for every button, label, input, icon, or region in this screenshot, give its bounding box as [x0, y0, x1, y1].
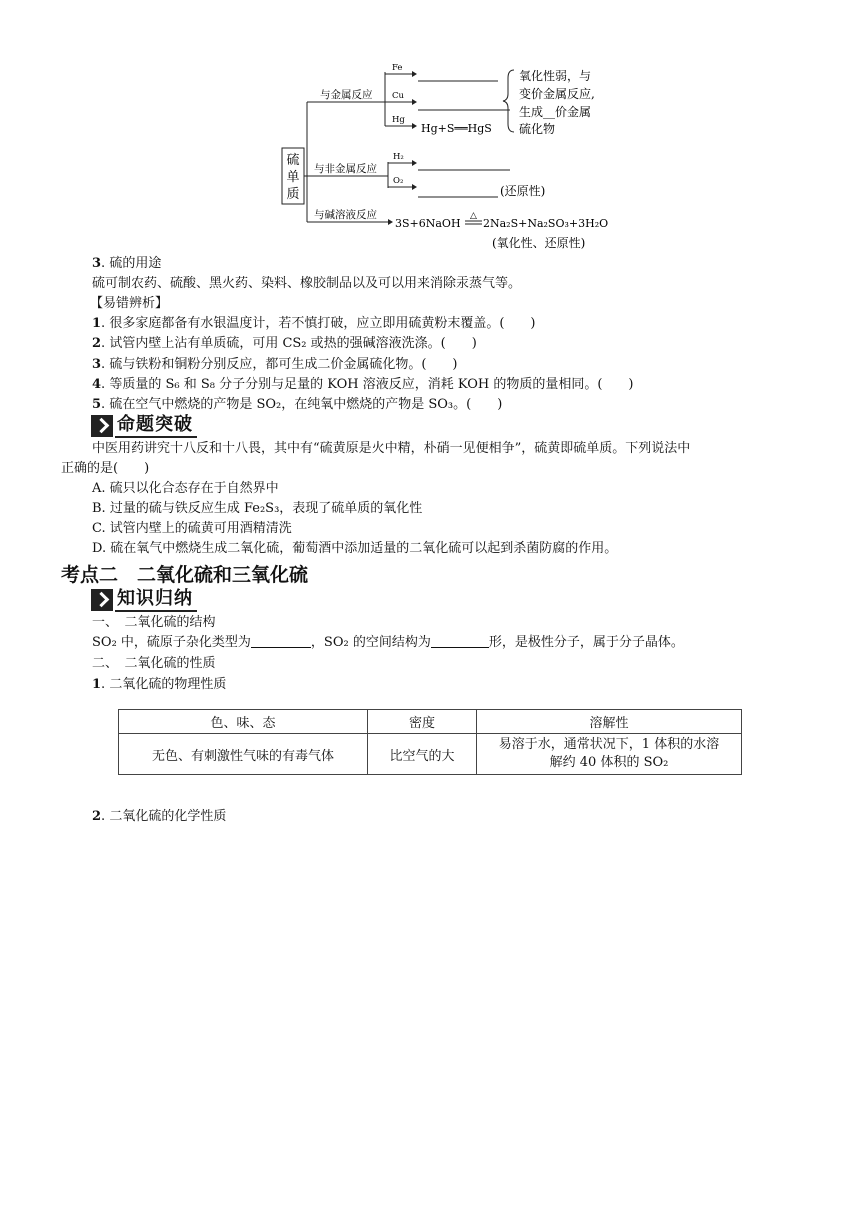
branch-nonmetal-label: 与非金属反应	[314, 163, 377, 175]
error-item: 4. 等质量的 S₆ 和 S₈ 分子分别与足量的 KOH 溶液反应，消耗 KOH 的物质的量相同。( )	[92, 377, 634, 392]
cu-label: Cu	[392, 91, 404, 101]
uses-text: 硫可制农药、硫酸、黑火药、染料、橡胶制品以及可以用来消除汞蒸气等。	[92, 276, 522, 291]
table-header: 密度	[368, 710, 477, 734]
base-note: (氧化性、还原性)	[492, 236, 586, 250]
error-item: 2. 试管内壁上沾有单质硫，可用 CS₂ 或热的强碱溶液洗涤。( )	[92, 336, 477, 351]
hg-label: Hg	[392, 115, 405, 125]
delta-sign: △	[470, 211, 477, 221]
option-c: C. 试管内壁上的硫黄可用酒精清洗	[92, 521, 292, 536]
properties-heading: 二、 二氧化硫的性质	[92, 656, 216, 671]
structure-heading: 一、 二氧化硫的结构	[92, 615, 216, 630]
option-a: A. 硫只以化合态存在于自然界中	[92, 481, 279, 496]
table-cell-solubility: 易溶于水，通常状况下，1 体积的水溶 解约 40 体积的 SO₂	[477, 734, 742, 775]
physical-properties-table	[118, 709, 742, 775]
uses-heading-text: 硫的用途	[109, 256, 162, 271]
uses-num: 3	[92, 256, 102, 271]
blank-hybridization	[251, 635, 311, 648]
hg-equation: Hg+S══HgS	[421, 122, 492, 135]
table-row	[119, 734, 742, 775]
banner-knowledge-label: 知识归纳	[115, 588, 197, 612]
error-item: 1. 很多家庭都备有水银温度计，若不慎打破，应立即用硫黄粉末覆盖。( )	[92, 316, 536, 331]
option-d: D. 硫在氧气中燃烧生成二氧化硫，葡萄酒中添加适量的二氧化硫可以起到杀菌防腐的作用。	[92, 541, 618, 556]
structure-text: SO₂ 中，硫原子杂化类型为 ，SO₂ 的空间结构为 形，是极性分子，属于分子晶体。	[92, 635, 684, 650]
blank-shape	[431, 635, 489, 648]
branch-base-label: 与碱溶液反应	[314, 209, 377, 221]
center-char-1: 硫	[286, 153, 300, 168]
uses-heading: 3. 硫的用途	[92, 256, 162, 271]
table-cell-color: 无色、有刺激性气味的有毒气体	[119, 734, 368, 775]
note-line-3: 生成__价金属	[519, 105, 592, 119]
banner-knowledge	[91, 588, 197, 612]
physical-heading: 1. 二氧化硫的物理性质	[92, 677, 227, 692]
section-title: 考点二 二氧化硫和三氧化硫	[61, 564, 309, 586]
note-line-1: 氧化性弱，与	[519, 69, 592, 83]
question-line-2: 正确的是( )	[61, 461, 150, 476]
h2-label: H₂	[393, 152, 404, 162]
fe-label: Fe	[392, 63, 403, 73]
error-item: 5. 硫在空气中燃烧的产物是 SO₂，在纯氧中燃烧的产物是 SO₃。( )	[92, 397, 503, 412]
chevron-right-icon	[91, 589, 113, 611]
banner-proposition	[91, 414, 197, 438]
base-eq-right: 2Na₂S+Na₂SO₃+3H₂O	[483, 217, 609, 230]
option-b: B. 过量的硫与铁反应生成 Fe₂S₃，表现了硫单质的氧化性	[92, 501, 423, 516]
center-char-2: 单	[286, 170, 300, 185]
table-header: 色、味、态	[119, 710, 368, 734]
note-line-4: 硫化物	[519, 122, 556, 136]
error-title: 【易错辨析】	[90, 296, 169, 311]
note-line-2: 变价金属反应,	[519, 87, 595, 101]
question-line-1: 中医用药讲究十八反和十八畏，其中有“硫黄原是火中精，朴硝一见便相争”，硫黄即硫单质。下列说法中	[92, 441, 691, 456]
o2-label: O₂	[393, 176, 404, 186]
branch-metal-label: 与金属反应	[320, 89, 373, 101]
chevron-right-icon	[91, 415, 113, 437]
sulfur-reaction-diagram	[270, 60, 630, 256]
chemical-heading: 2. 二氧化硫的化学性质	[92, 809, 227, 824]
center-char-3: 质	[286, 187, 300, 202]
table-header-row	[119, 710, 742, 734]
table-header: 溶解性	[477, 710, 742, 734]
base-eq-left: 3S+6NaOH	[395, 217, 461, 230]
banner-proposition-label: 命题突破	[115, 414, 197, 438]
error-item: 3. 硫与铁粉和铜粉分别反应，都可生成二价金属硫化物。( )	[92, 357, 458, 372]
table-cell-density: 比空气的大	[368, 734, 477, 775]
reducing-note: (还原性)	[500, 184, 546, 198]
